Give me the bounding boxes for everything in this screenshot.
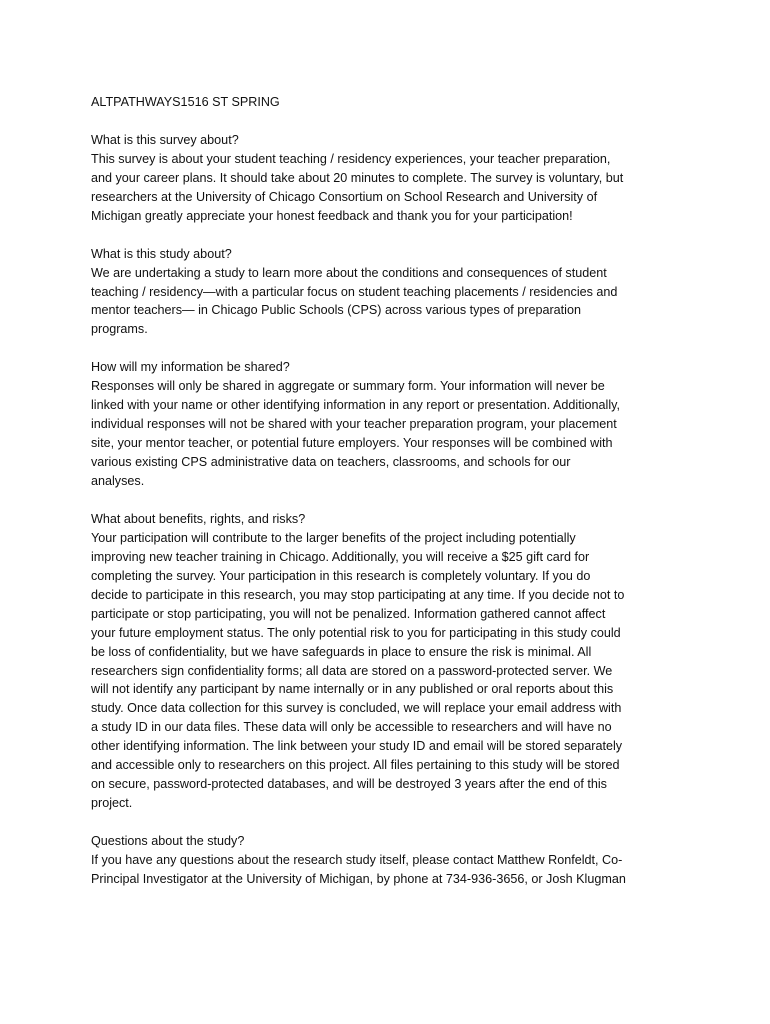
section-heading: Questions about the study? bbox=[91, 834, 245, 849]
section-information-shared bbox=[91, 358, 671, 491]
section-body: If you have any questions about the research study itself, please contact Matthew Ronfeldt, Co- Principal Investigator at the University of Michigan, by phone at 734-936-3656, or Josh Klugman bbox=[91, 853, 626, 886]
section-body: Responses will only be shared in aggregate or summary form. Your information will never be linked with your name or other identifying information in any report or presentation. Additionally, individual responses will not be shared with your teacher preparation program, your placement site, your mentor teacher, or potential future employers. Your responses will be combined with various existing CPS administrative data on teachers, classrooms, and schools for our analyses. bbox=[91, 379, 620, 489]
section-body: We are undertaking a study to learn more about the conditions and consequences of student teaching / residency—with a particular focus on student teaching placements / residencies and mentor teachers— in Chicago Public Schools (CPS) across various types of preparation programs. bbox=[91, 265, 618, 337]
document-page bbox=[91, 93, 671, 908]
section-benefits-rights-risks bbox=[91, 510, 671, 813]
section-questions bbox=[91, 832, 671, 889]
section-study-about bbox=[91, 245, 671, 340]
document-title: ALTPATHWAYS1516 ST SPRING bbox=[91, 95, 280, 109]
section-body: This survey is about your student teaching / residency experiences, your teacher preparation, and your career plans. It should take about 20 minutes to complete. The survey is voluntary, but researchers at the University of Chicago Consortium on School Research and University of Michigan greatly appreciate your honest feedback and thank you for your participation! bbox=[91, 151, 624, 223]
section-heading: What is this survey about? bbox=[91, 132, 239, 147]
section-heading: What is this study about? bbox=[91, 246, 232, 261]
section-body: Your participation will contribute to the larger benefits of the project including potentially improving new teacher training in Chicago. Additionally, you will receive a $25 gift card for completing the survey. Your participation in this research is completely voluntary. If you do decide to participate in this research, you may stop participating at any time. If you decide not to participate or stop participating, you will not be penalized. Information gathered cannot affect your future employment status. The only potential risk to you for participating in this study could be loss of confidentiality, but we have safeguards in place to ensure the risk is minimal. All researchers sign confidentiality forms; all data are stored on a password-protected server. We will not identify any participant by name internally or in any published or oral reports about this study. Once data collection for this survey is concluded, we will replace your email address with a study ID in our data files. These data will only be accessible to researchers and will have no other identifying information. The link between your study ID and email will be stored separately and accessible only to researchers on this project. All files pertaining to this study will be stored on secure, password-protected databases, and will be destroyed 3 years after the end of this project. bbox=[91, 530, 625, 811]
section-heading: What about benefits, rights, and risks? bbox=[91, 511, 306, 526]
section-survey-about bbox=[91, 131, 671, 226]
section-heading: How will my information be shared? bbox=[91, 360, 290, 375]
